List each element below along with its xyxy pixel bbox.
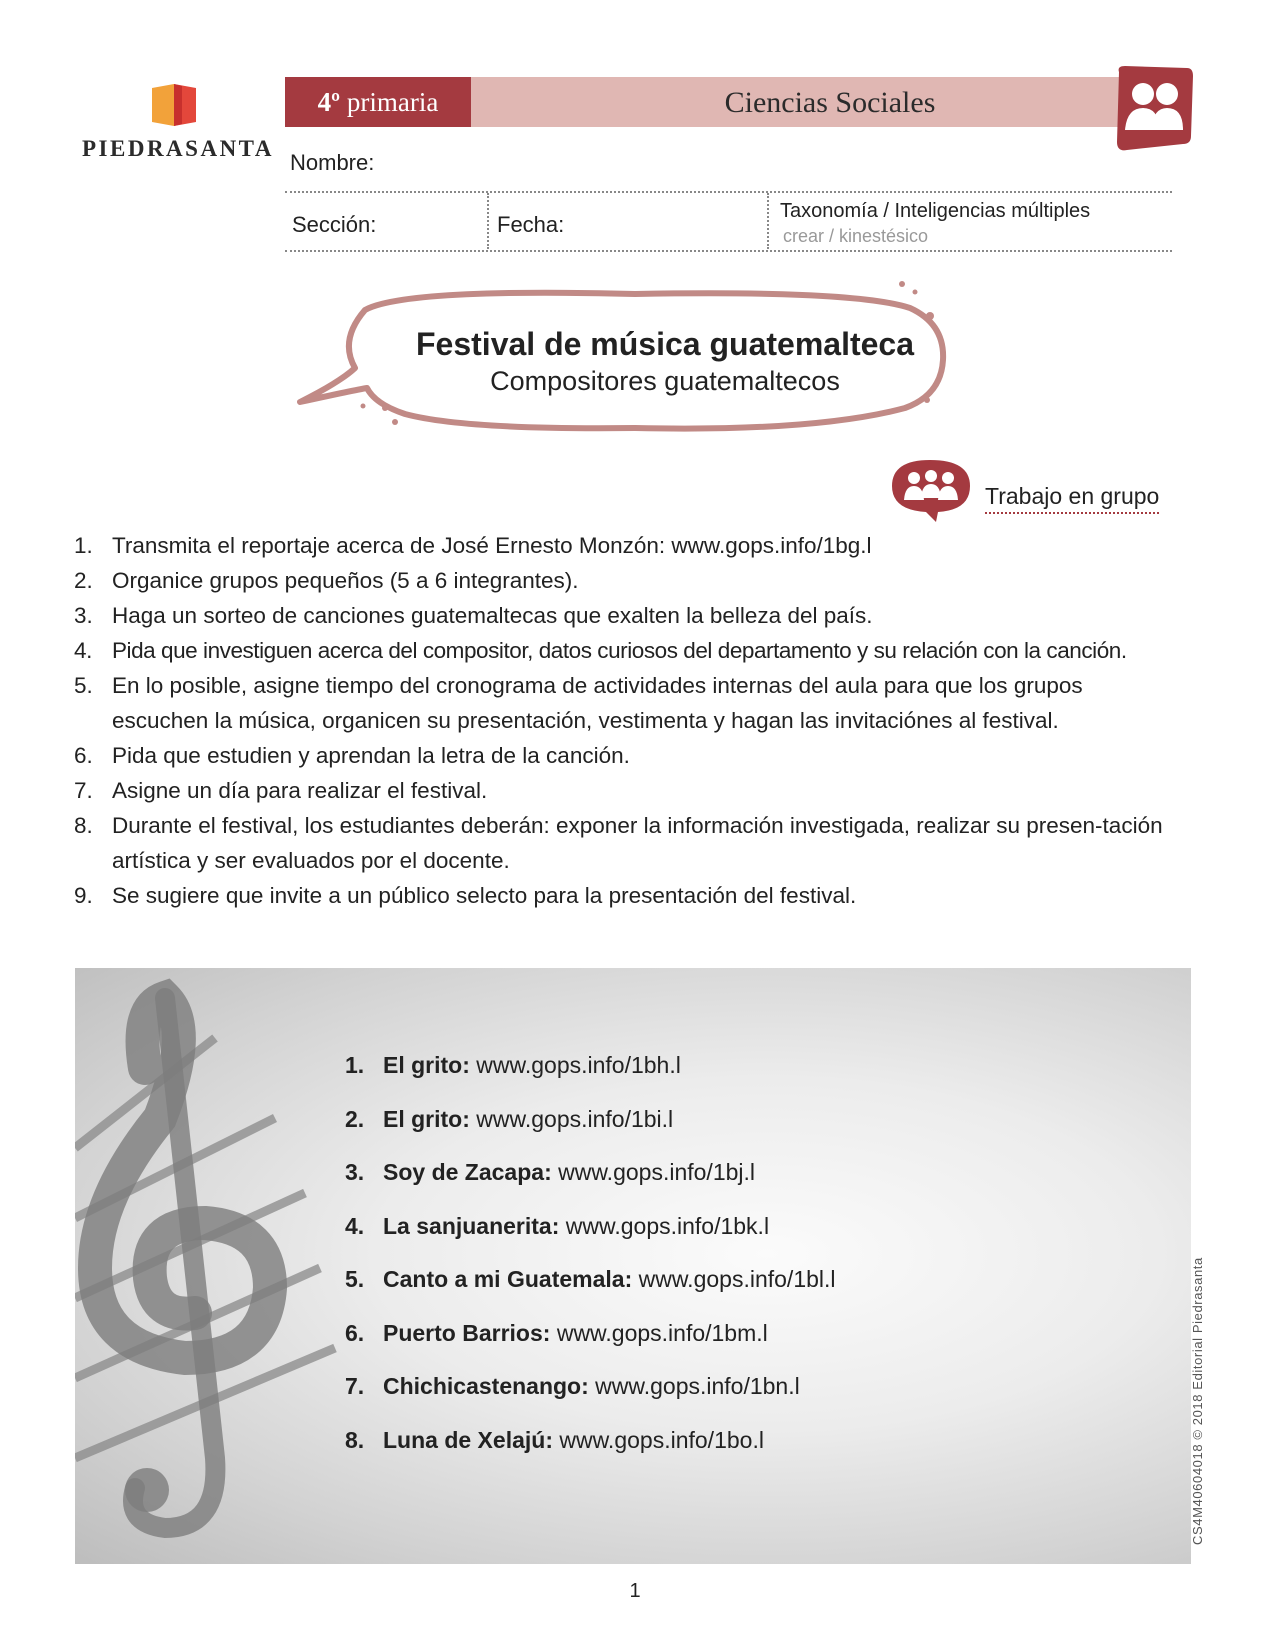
item-number: 7. xyxy=(74,778,93,803)
item-number: 2. xyxy=(345,1105,365,1132)
song-name: El grito: xyxy=(383,1052,470,1078)
item-number: 4. xyxy=(345,1212,365,1239)
list-item xyxy=(70,633,1180,668)
taxonomy-values: crear / kinestésico xyxy=(783,226,929,246)
nombre-label: Nombre: xyxy=(290,150,375,175)
list-item xyxy=(345,1320,1065,1374)
item-text: Pida que investiguen acerca del compositor, datos curiosos del departamento y su relación con la canción. xyxy=(112,638,1127,663)
group-people-icon xyxy=(882,456,980,522)
song-link[interactable]: www.gops.info/1bl.l xyxy=(638,1266,836,1292)
item-number: 9. xyxy=(74,883,93,908)
list-item xyxy=(70,808,1180,878)
instructions-list xyxy=(70,528,1180,913)
song-name: Puerto Barrios: xyxy=(383,1319,551,1346)
item-number: 5. xyxy=(345,1266,365,1292)
divider xyxy=(285,191,1172,193)
list-item xyxy=(345,1373,1065,1427)
subject-title: Ciencias Sociales xyxy=(724,86,936,119)
list-item xyxy=(345,1159,1065,1213)
brand-name: PIEDRASANTA xyxy=(82,136,274,161)
item-text: En lo posible, asigne tiempo del cronograma de actividades internas del aula para que los grupos escuchen la música, organicen su presentación, vestimenta y hagan las invitaciónes al festival. xyxy=(112,673,1083,733)
item-text: Organice grupos pequeños (5 a 6 integrantes). xyxy=(112,568,579,593)
group-work-label: Trabajo en grupo xyxy=(985,483,1159,514)
list-item xyxy=(345,1213,1065,1267)
song-link[interactable]: www.gops.info/1bm.l xyxy=(556,1319,768,1346)
page-subtitle: Compositores guatemaltecos xyxy=(490,366,840,396)
song-link[interactable]: www.gops.info/1bk.l xyxy=(565,1212,770,1239)
song-name: La sanjuanerita: xyxy=(383,1212,560,1239)
list-item xyxy=(70,528,1180,563)
fecha-label: Fecha: xyxy=(497,212,565,237)
copyright-code: CS4M40604018 © 2018 Editorial Piedrasanta xyxy=(1190,1257,1205,1545)
seccion-label: Sección: xyxy=(292,212,377,237)
item-number: 2. xyxy=(74,568,93,593)
item-number: 4. xyxy=(74,638,92,663)
list-item xyxy=(70,598,1180,633)
list-item xyxy=(345,1052,1065,1106)
song-link[interactable]: www.gops.info/1bj.l xyxy=(558,1159,756,1185)
list-item xyxy=(345,1106,1065,1160)
song-link[interactable]: www.gops.info/1bn.l xyxy=(595,1373,800,1399)
song-name: El grito: xyxy=(383,1105,470,1132)
item-text: Transmita el reportaje acerca de José Ernesto Monzón: www.gops.info/1bg.l xyxy=(112,533,872,558)
item-text: Haga un sorteo de canciones guatemaltecas que exalten la belleza del país. xyxy=(112,603,873,628)
song-link[interactable]: www.gops.info/1bo.l xyxy=(559,1426,764,1453)
grade-badge xyxy=(285,77,471,127)
song-name: Chichicastenango: xyxy=(383,1373,589,1399)
list-item xyxy=(345,1266,1065,1320)
item-text: Durante el festival, los estudiantes deberán: exponer la información investigada, realizar su presen-tación artística y ser evaluados por el docente. xyxy=(112,813,1163,873)
item-number: 5. xyxy=(74,673,93,698)
item-number: 8. xyxy=(345,1426,365,1453)
page-number: 1 xyxy=(629,1580,641,1602)
list-item xyxy=(70,563,1180,598)
song-name: Luna de Xelajú: xyxy=(383,1426,553,1453)
song-link[interactable]: www.gops.info/1bi.l xyxy=(476,1105,674,1132)
divider xyxy=(487,193,489,249)
list-item xyxy=(345,1427,1065,1481)
item-number: 3. xyxy=(345,1159,365,1185)
list-item xyxy=(70,773,1180,808)
list-item xyxy=(70,668,1180,738)
item-text: Asigne un día para realizar el festival. xyxy=(112,778,488,803)
song-link[interactable]: www.gops.info/1bh.l xyxy=(476,1052,681,1078)
taxonomy-title: Taxonomía / Inteligencias múltiples xyxy=(780,200,1091,222)
book-logo-icon xyxy=(150,82,200,128)
song-name: Canto a mi Guatemala: xyxy=(383,1266,633,1292)
item-text: Pida que estudien y aprendan la letra de la canción. xyxy=(112,743,630,768)
page-title: Festival de música guatemalteca xyxy=(416,326,914,362)
item-number: 1. xyxy=(345,1052,365,1078)
item-number: 8. xyxy=(74,813,93,838)
list-item xyxy=(70,878,1180,913)
songs-list xyxy=(345,1052,1065,1480)
divider xyxy=(767,193,769,249)
list-item xyxy=(70,738,1180,773)
item-number: 6. xyxy=(345,1319,365,1346)
item-text: Se sugiere que invite a un público selecto para la presentación del festival. xyxy=(112,883,857,908)
item-number: 6. xyxy=(74,743,93,768)
item-number: 7. xyxy=(345,1373,365,1399)
piedrasanta-logo xyxy=(78,78,274,168)
grade-label: primaria xyxy=(346,87,439,117)
item-number: 1. xyxy=(74,533,93,558)
item-number: 3. xyxy=(74,603,93,628)
grade-number: 4º xyxy=(317,87,341,117)
people-icon xyxy=(1113,64,1195,154)
song-name: Soy de Zacapa: xyxy=(383,1159,552,1185)
divider xyxy=(285,250,1172,252)
